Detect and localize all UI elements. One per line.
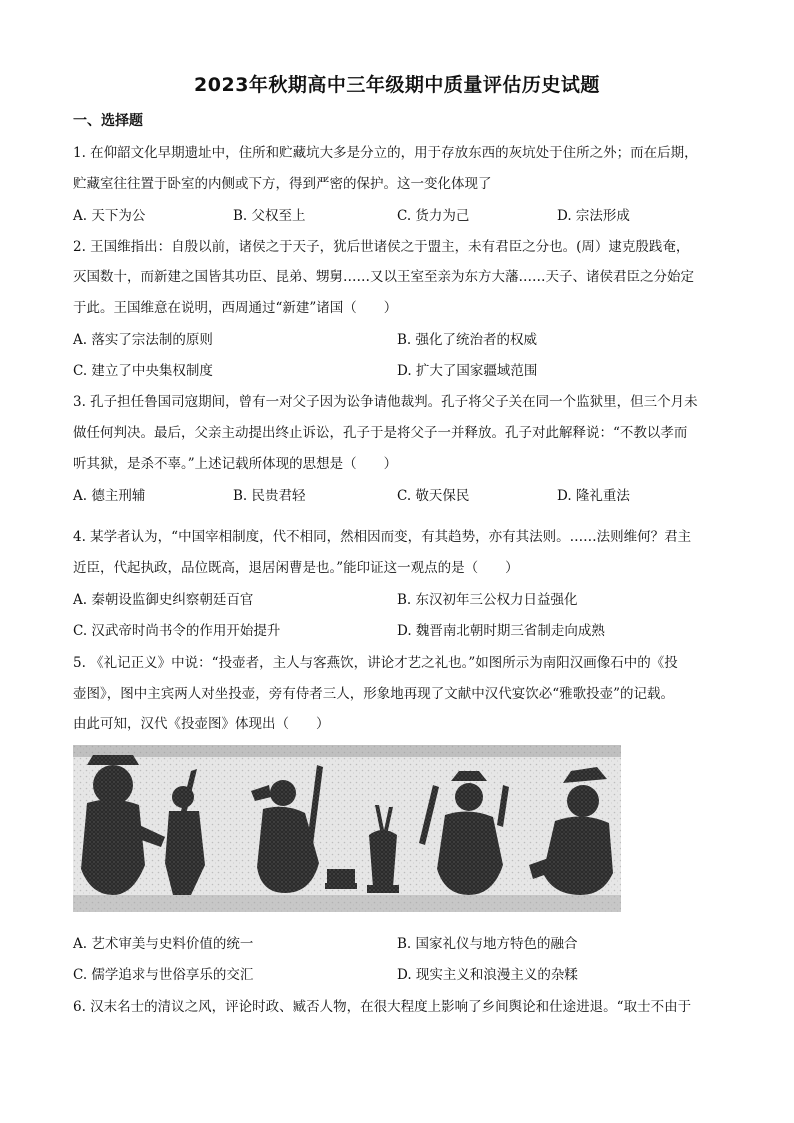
q3-stem-line2: 做任何判决。最后，父亲主动提出终止诉讼，孔子于是将父子一并释放。孔子对此解释说：“不教以孝而 [73,425,688,441]
q4-option-d: D. 魏晋南北朝时期三省制走向成熟 [397,623,605,639]
q2-option-a: A. 落实了宗法制的原则 [73,332,213,348]
q1-option-d: D. 宗法形成 [557,208,630,224]
q5-option-a: A. 艺术审美与史料价值的统一 [73,936,254,952]
q3-option-b: B. 民贵君轻 [233,488,306,504]
q2-stem-line1: 2. 王国维指出：自殷以前，诸侯之于天子，犹后世诸侯之于盟主，未有君臣之分也。(周）逮克殷践奄， [73,239,690,255]
page-title: 2023年秋期高中三年级期中质量评估历史试题 [194,74,600,96]
q3-option-d: D. 隆礼重法 [557,488,630,504]
q3-stem-line3: 听其狱，是杀不辜。”上述记载所体现的思想是（ ） [73,456,398,472]
q2-stem-line3: 于此。王国维意在说明，西周通过“新建”诸国（ ） [73,300,398,316]
q5-stem-line3: 由此可知，汉代《投壶图》体现出（ ） [73,716,330,732]
relief-drawing [73,745,621,912]
q3-option-c: C. 敬天保民 [397,488,470,504]
q4-option-c: C. 汉武帝时尚书令的作用开始提升 [73,623,281,639]
q4-option-a: A. 秦朝设监御史纠察朝廷百官 [73,592,254,608]
q4-option-b: B. 东汉初年三公权力日益强化 [397,592,578,608]
q1-option-a: A. 天下为公 [73,208,146,224]
q5-option-b: B. 国家礼仪与地方特色的融合 [397,936,578,952]
q6-stem-line1: 6. 汉末名士的清议之风，评论时政、臧否人物，在很大程度上影响了乡间舆论和仕途进退。“取士不由于 [73,999,692,1015]
stone-relief-image [73,745,621,912]
q2-option-c: C. 建立了中央集权制度 [73,363,213,379]
q5-option-c: C. 儒学追求与世俗享乐的交汇 [73,967,254,983]
q2-option-d: D. 扩大了国家疆域范围 [397,363,538,379]
q5-option-d: D. 现实主义和浪漫主义的杂糅 [397,967,578,983]
q3-stem-line1: 3. 孔子担任鲁国司寇期间，曾有一对父子因为讼争请他裁判。孔子将父子关在同一个监狱里，但三个月未 [73,394,698,410]
q5-stem-line2: 壶图》，图中主宾两人对坐投壶，旁有侍者三人，形象地再现了文献中汉代宴饮必“雅歌投壶”的记载。 [73,686,675,702]
q4-stem-line2: 近臣，代起执政，品位既高，退居闲曹是也。”能印证这一观点的是（ ） [73,560,519,576]
q2-stem-line2: 灭国数十，而新建之国皆其功臣、昆弟、甥舅……又以王室至亲为东方大藩……天子、诸侯君臣之分始定 [73,269,694,285]
q1-stem-line2: 贮藏室往往置于卧室的内侧或下方，得到严密的保护。这一变化体现了 [73,176,492,192]
q2-option-b: B. 强化了统治者的权威 [397,332,538,348]
q1-option-c: C. 货力为己 [397,208,470,224]
q1-option-b: B. 父权至上 [233,208,306,224]
q4-stem-line1: 4. 某学者认为，“中国宰相制度，代不相同，然相因而变，有其趋势，亦有其法则。……法则维何？君主 [73,529,692,545]
section-heading: 一、选择题 [73,113,143,129]
q1-stem-line1: 1. 在仰韶文化早期遗址中，住所和贮藏坑大多是分立的，用于存放东西的灰坑处于住所之外；而在后期， [73,145,698,161]
q3-option-a: A. 德主刑辅 [73,488,146,504]
q5-stem-line1: 5. 《礼记正义》中说：“投壶者，主人与客燕饮，讲论才艺之礼也。”如图所示为南阳汉画像石中的《投 [73,655,678,671]
